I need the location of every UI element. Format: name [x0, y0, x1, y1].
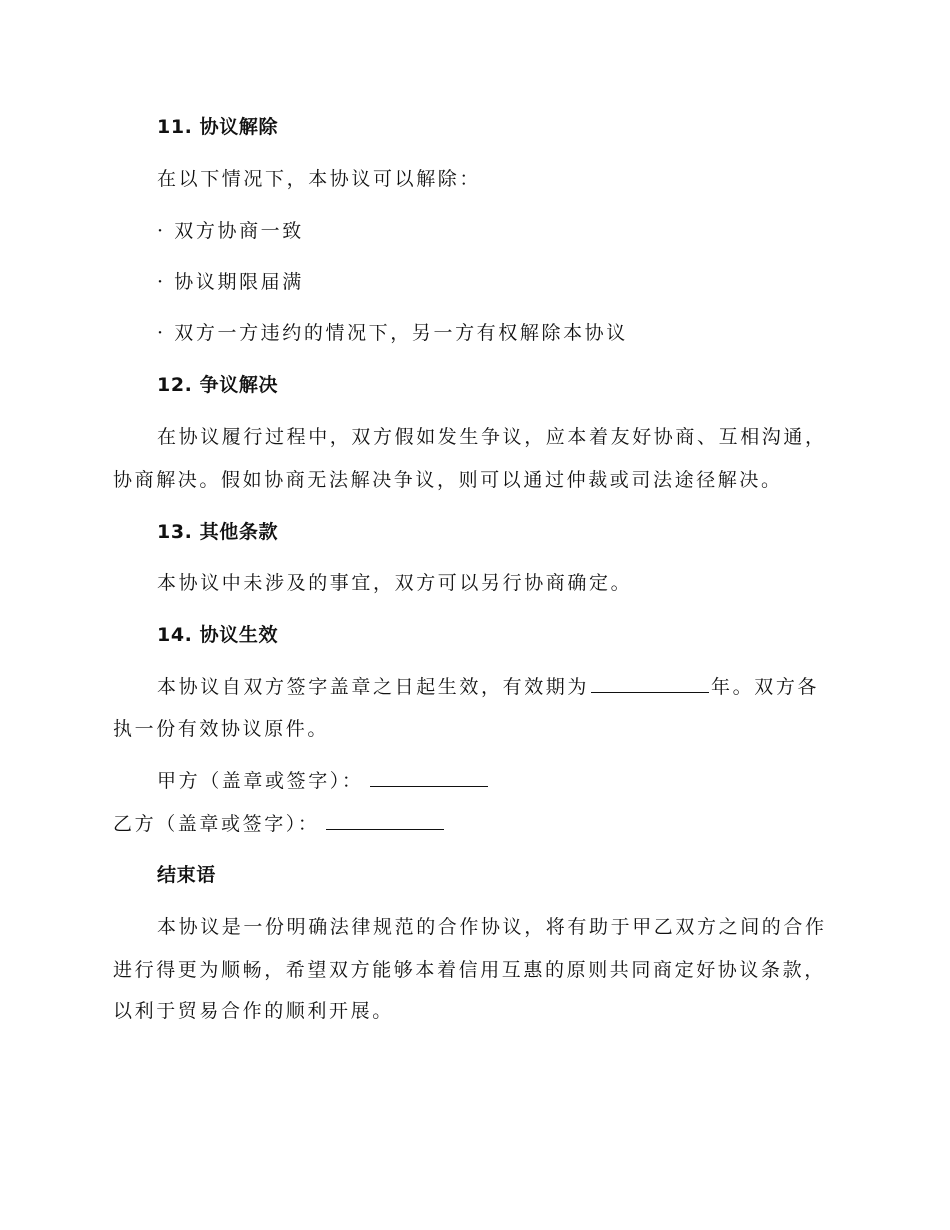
section-11-bullet-3: · 双方一方违约的情况下，另一方有权解除本协议 [157, 322, 628, 344]
conclusion-line-2: 进行得更为顺畅，希望双方能够本着信用互惠的原则共同商定好协议条款， [113, 959, 826, 981]
party-b-signature-line [113, 809, 833, 839]
section-12-paragraph-line-2: 协商解决。假如协商无法解决争议，则可以通过仲裁或司法途径解决。 [113, 469, 783, 491]
party-b-label: 乙方（盖章或签字）： [113, 813, 320, 835]
section-14-text-after-blank: 年。双方各 [711, 676, 820, 698]
section-11-title: 11. 协议解除 [157, 116, 279, 138]
conclusion-line-1: 本协议是一份明确法律规范的合作协议，将有助于甲乙双方之间的合作 [157, 916, 827, 938]
section-14-text-before-blank: 本协议自双方签字盖章之日起生效，有效期为 [157, 676, 590, 698]
party-a-signature-line [157, 766, 877, 796]
party-a-label: 甲方（盖章或签字）： [157, 770, 364, 792]
section-13-title: 13. 其他条款 [157, 521, 279, 543]
conclusion-title: 结束语 [157, 864, 216, 886]
section-11-bullet-2: · 协议期限届满 [157, 271, 304, 293]
section-14-paragraph-line-1 [157, 672, 877, 702]
conclusion-line-3: 以利于贸易合作的顺利开展。 [113, 1000, 394, 1022]
party-a-signature-blank[interactable] [370, 766, 488, 787]
section-11-bullet-1: · 双方协商一致 [157, 220, 304, 242]
section-12-paragraph-line-1: 在协议履行过程中，双方假如发生争议，应本着友好协商、互相沟通， [157, 426, 827, 448]
section-11-intro: 在以下情况下，本协议可以解除： [157, 168, 482, 190]
party-b-signature-blank[interactable] [326, 809, 444, 830]
validity-years-blank[interactable] [591, 672, 709, 693]
section-12-title: 12. 争议解决 [157, 374, 279, 396]
section-14-title: 14. 协议生效 [157, 624, 279, 646]
section-13-paragraph: 本协议中未涉及的事宜，双方可以另行协商确定。 [157, 572, 633, 594]
section-14-paragraph-line-2: 执一份有效协议原件。 [113, 718, 330, 740]
